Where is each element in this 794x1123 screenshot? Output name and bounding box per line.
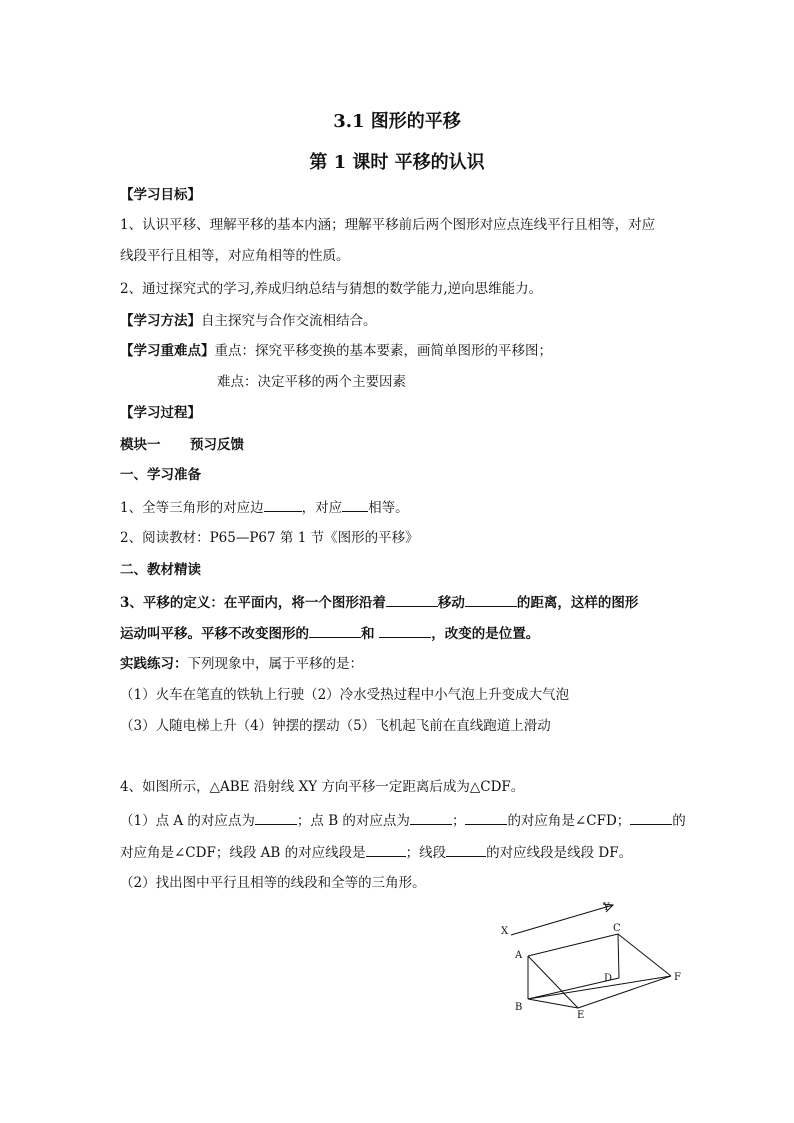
objective-1-line-1: 1、认识平移、理解平移的基本内涵；理解平移前后两个图形对应点连线平行且相等，对应 <box>120 217 656 233</box>
question-1-text-a: 1、全等三角形的对应边 <box>120 500 264 516</box>
answer-blank[interactable] <box>446 842 486 857</box>
key-points-line <box>120 342 552 360</box>
answer-blank[interactable] <box>465 810 507 825</box>
question-3-text-a: 3、平移的定义：在平面内，将一个图形沿着 <box>120 595 386 611</box>
question-4-text-g: ；线段 <box>405 845 447 861</box>
page-title: 3.1 图形的平移 <box>333 111 461 132</box>
answer-blank[interactable] <box>386 592 438 607</box>
segment-cf <box>618 934 671 976</box>
label-a: A <box>515 950 523 961</box>
answer-blank[interactable] <box>366 842 406 857</box>
difficulty-text: 难点：决定平移的两个主要因素 <box>217 374 406 390</box>
question-4-text-f: 对应角是∠CDF；线段 AB 的对应线段是 <box>120 845 366 861</box>
segment-cd <box>618 934 619 978</box>
question-3-text-e: 和 <box>361 626 380 642</box>
module-1-title: 预习反馈 <box>190 437 244 453</box>
answer-blank[interactable] <box>465 592 517 607</box>
key-points-heading: 【学习重难点】 <box>120 343 215 359</box>
question-3-text-b: 移动 <box>437 595 465 611</box>
answer-blank[interactable] <box>255 810 297 825</box>
practice-text: 下列现象中，属于平移的是： <box>187 656 363 672</box>
objectives-heading: 【学习目标】 <box>120 187 201 203</box>
answer-blank[interactable] <box>630 810 672 825</box>
practice-label: 实践练习： <box>120 656 188 672</box>
answer-blank[interactable] <box>309 623 361 638</box>
question-3-line-2 <box>120 623 539 643</box>
label-d: D <box>604 973 613 984</box>
question-4-text-b: ；点 B 的对应点为 <box>296 813 410 829</box>
answer-blank[interactable] <box>342 497 368 512</box>
objective-1-line-2: 线段平行且相等，对应角相等的性质。 <box>120 248 350 264</box>
practice-options-line-2: （3）人随电梯上升（4）钟摆的摆动（5）飞机起飞前在直线跑道上滑动 <box>120 718 551 734</box>
practice-options-line-1: （1）火车在笔直的铁轨上行驶（2）冷水受热过程中小气泡上升变成大气泡 <box>120 687 570 703</box>
label-f: F <box>674 972 681 983</box>
question-4-part-2: （2）找出图中平行且相等的线段和全等的三角形。 <box>120 875 426 891</box>
segment-ac <box>528 934 618 956</box>
question-4-text-c: ； <box>451 813 466 829</box>
method-heading: 【学习方法】 <box>120 313 201 329</box>
answer-blank[interactable] <box>410 810 452 825</box>
question-1 <box>120 497 409 517</box>
question-4-text-d: 的对应角是∠CFD； <box>507 813 631 829</box>
label-y: Y <box>603 902 610 913</box>
objective-2: 2、通过探究式的学习,养成归纳总结与猜想的数学能力,逆向思维能力。 <box>120 281 543 297</box>
label-x: X <box>501 926 509 937</box>
question-4-text-h: 的对应线段是线段 DF。 <box>486 845 633 861</box>
label-e: E <box>577 1010 585 1020</box>
question-1-text-b: ，对应 <box>301 500 343 516</box>
question-3-text-c: 的距离，这样的图形 <box>516 595 639 611</box>
question-2: 2、阅读教材：P65—P67 第 1 节《图形的平移》 <box>120 530 419 546</box>
question-4-part-1-line-2 <box>120 842 632 862</box>
answer-blank[interactable] <box>379 623 431 638</box>
segment-bf <box>528 976 671 999</box>
translation-diagram <box>495 896 695 1020</box>
label-b: B <box>515 1002 523 1013</box>
question-1-text-c: 相等。 <box>368 500 409 516</box>
segment-ef <box>578 976 671 1008</box>
module-1-label: 模块一 <box>120 437 161 453</box>
question-4-part-1-line-1 <box>120 810 686 830</box>
ray-xy <box>511 905 613 935</box>
key-point-text: 重点：探究平移变换的基本要素，画简单图形的平移图； <box>214 343 552 359</box>
question-4-intro: 4、如图所示，△ABE 沿射线 XY 方向平移一定距离后成为△CDF。 <box>120 779 525 795</box>
question-4-text-e: 的 <box>672 813 686 829</box>
question-3-text-d: 运动叫平移。平移不改变图形的 <box>120 626 309 642</box>
method-line <box>120 312 377 330</box>
page-subtitle: 第 1 课时 平移的认识 <box>309 152 485 173</box>
section-1-heading: 一、学习准备 <box>120 467 201 483</box>
label-c: C <box>613 923 621 934</box>
question-3-line-1 <box>120 592 638 612</box>
answer-blank[interactable] <box>264 497 302 512</box>
practice-line <box>120 655 363 673</box>
question-4-text-a: （1）点 A 的对应点为 <box>120 813 255 829</box>
method-text: 自主探究与合作交流相结合。 <box>201 313 377 329</box>
section-2-heading: 二、教材精读 <box>120 562 201 578</box>
process-heading: 【学习过程】 <box>120 405 201 421</box>
question-3-text-f: ，改变的是位置。 <box>431 626 540 642</box>
